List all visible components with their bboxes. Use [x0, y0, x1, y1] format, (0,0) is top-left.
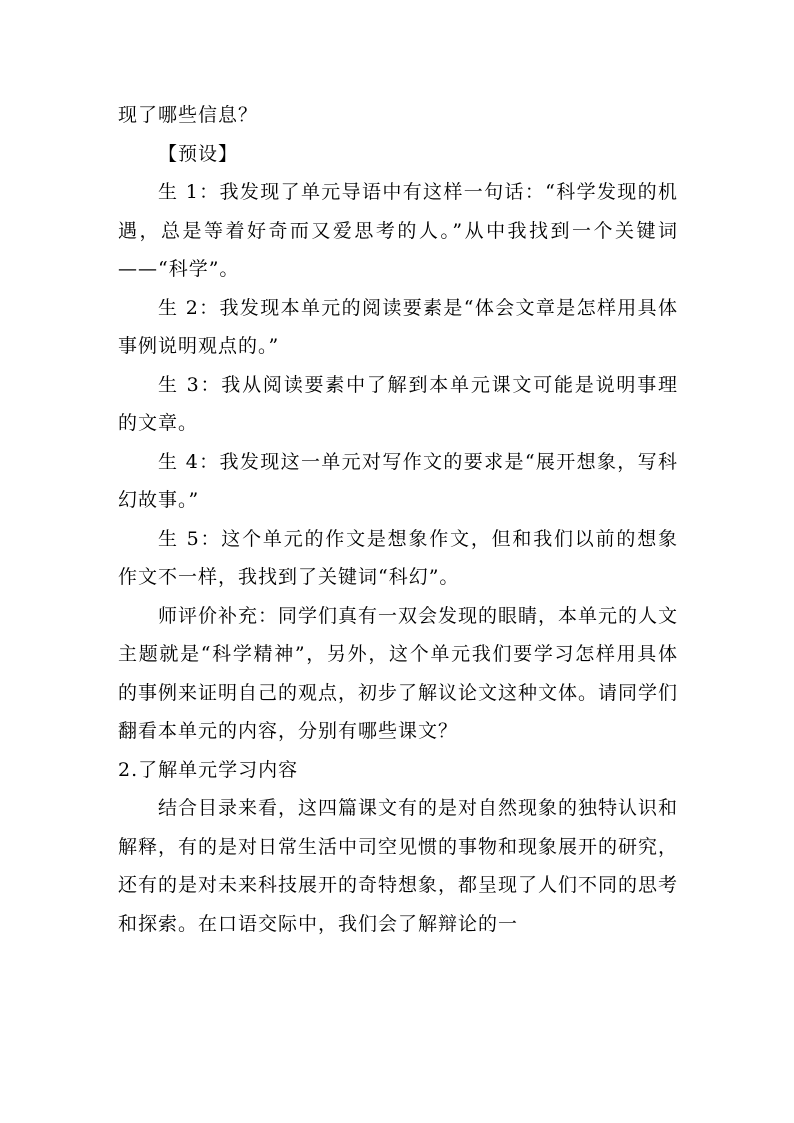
- student-2-answer: 生 2：我发现本单元的阅读要素是“体会文章是怎样用具体事例说明观点的。”: [118, 296, 678, 357]
- student-3-answer: 生 3：我从阅读要素中了解到本单元课文可能是说明事理的文章。: [118, 373, 678, 434]
- student-1-answer: 生 1：我发现了单元导语中有这样一句话：“科学发现的机遇，总是等着好奇而又爱思考的人。”从中我找到一个关键词——“科学”。: [118, 181, 678, 280]
- student-4-answer: 生 4：我发现这一单元对写作文的要求是“展开想象，写科幻故事。”: [118, 450, 678, 511]
- section-body: 结合目录来看，这四篇课文有的是对自然现象的独特认识和解释，有的是对日常生活中司空见惯的事物和现象展开的研究，还有的是对未来科技展开的奇特想象，都呈现了人们不同的思考和探索。在口语交际中，我们会了解辩论的一: [118, 797, 679, 935]
- section-heading: 2.了解单元学习内容: [118, 758, 299, 781]
- student-5-answer: 生 5：这个单元的作文是想象作文，但和我们以前的想象作文不一样，我找到了关键词“科幻”。: [118, 527, 678, 588]
- preset-label: 【预设】: [158, 142, 239, 165]
- continued-question: 现了哪些信息？: [118, 104, 259, 126]
- document-body: [118, 96, 678, 943]
- teacher-summary: 师评价补充：同学们真有一双会发现的眼睛，本单元的人文主题就是“科学精神”，另外，这个单元我们要学习怎样用具体的事例来证明自己的观点，初步了解议论文这种文体。请同学们翻看本单元的内容，分别有哪些课文？: [118, 604, 679, 742]
